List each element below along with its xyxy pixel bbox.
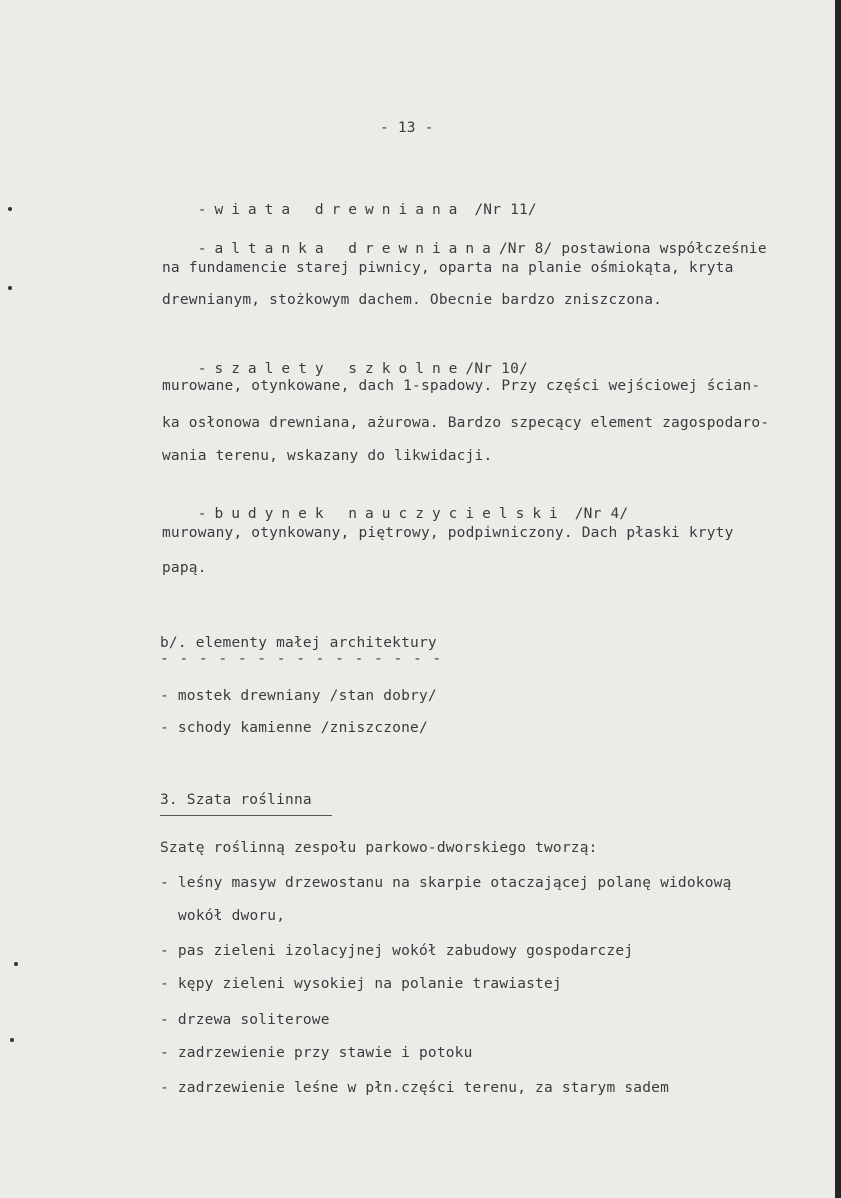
scan-speck	[8, 207, 12, 211]
text-line: papą.	[162, 560, 207, 576]
item-wiata-title: -wiata drewniana	[197, 202, 466, 218]
text-line: murowane, otynkowane, dach 1-spadowy. Przy części wejściowej ścian-	[162, 378, 761, 394]
list-item: - kępy zieleni wysokiej na polanie trawiastej	[160, 976, 562, 992]
item-budynek-title: -budynek nauczycielski	[197, 506, 566, 522]
list-item-continuation: wokół dworu,	[178, 908, 286, 924]
scan-border	[835, 0, 841, 1198]
item-altanka-desc: /Nr 8/ postawiona współcześnie	[498, 241, 767, 257]
item-wiata-ref: /Nr 11/	[465, 202, 537, 218]
item-budynek-ref: /Nr 4/	[565, 506, 629, 522]
scan-speck	[8, 286, 12, 290]
section-3-intro: Szatę roślinną zespołu parkowo-dworskiego tworzą:	[160, 840, 598, 856]
list-item: - leśny masyw drzewostanu na skarpie otaczającej polanę widokową	[160, 875, 732, 891]
list-item: - zadrzewienie przy stawie i potoku	[160, 1045, 473, 1061]
scan-speck	[10, 1038, 14, 1042]
page-number: - 13 -	[380, 120, 434, 136]
list-item: - drzewa soliterowe	[160, 1012, 330, 1028]
item-szalety-title: -szalety szkolne	[197, 361, 466, 377]
scan-speck	[14, 962, 18, 966]
section-b-heading: b/. elementy małej architektury	[160, 635, 437, 651]
list-item: - mostek drewniany /stan dobry/	[160, 688, 437, 704]
list-item: - schody kamienne /zniszczone/	[160, 720, 428, 736]
text-line: na fundamencie starej piwnicy, oparta na planie ośmiokąta, kryta	[162, 260, 734, 276]
list-item: - pas zieleni izolacyjnej wokół zabudowy gospodarczej	[160, 943, 634, 959]
text-line: drewnianym, stożkowym dachem. Obecnie bardzo zniszczona.	[162, 292, 663, 308]
text-line: murowany, otynkowany, piętrowy, podpiwniczony. Dach płaski kryty	[162, 525, 734, 541]
text-line: wania terenu, wskazany do likwidacji.	[162, 448, 493, 464]
item-altanka-title: -altanka drewniana	[197, 241, 499, 257]
section-b-underline: - - - - - - - - - - - - - - -	[160, 651, 443, 667]
item-szalety-ref: /Nr 10/	[465, 361, 528, 377]
section-3-heading: 3. Szata roślinna	[160, 792, 312, 808]
section-3-underline	[160, 815, 332, 816]
text-line: ka osłonowa drewniana, ażurowa. Bardzo szpecący element zagospodaro-	[162, 415, 770, 431]
list-item: - zadrzewienie leśne w płn.części terenu, za starym sadem	[160, 1080, 669, 1096]
